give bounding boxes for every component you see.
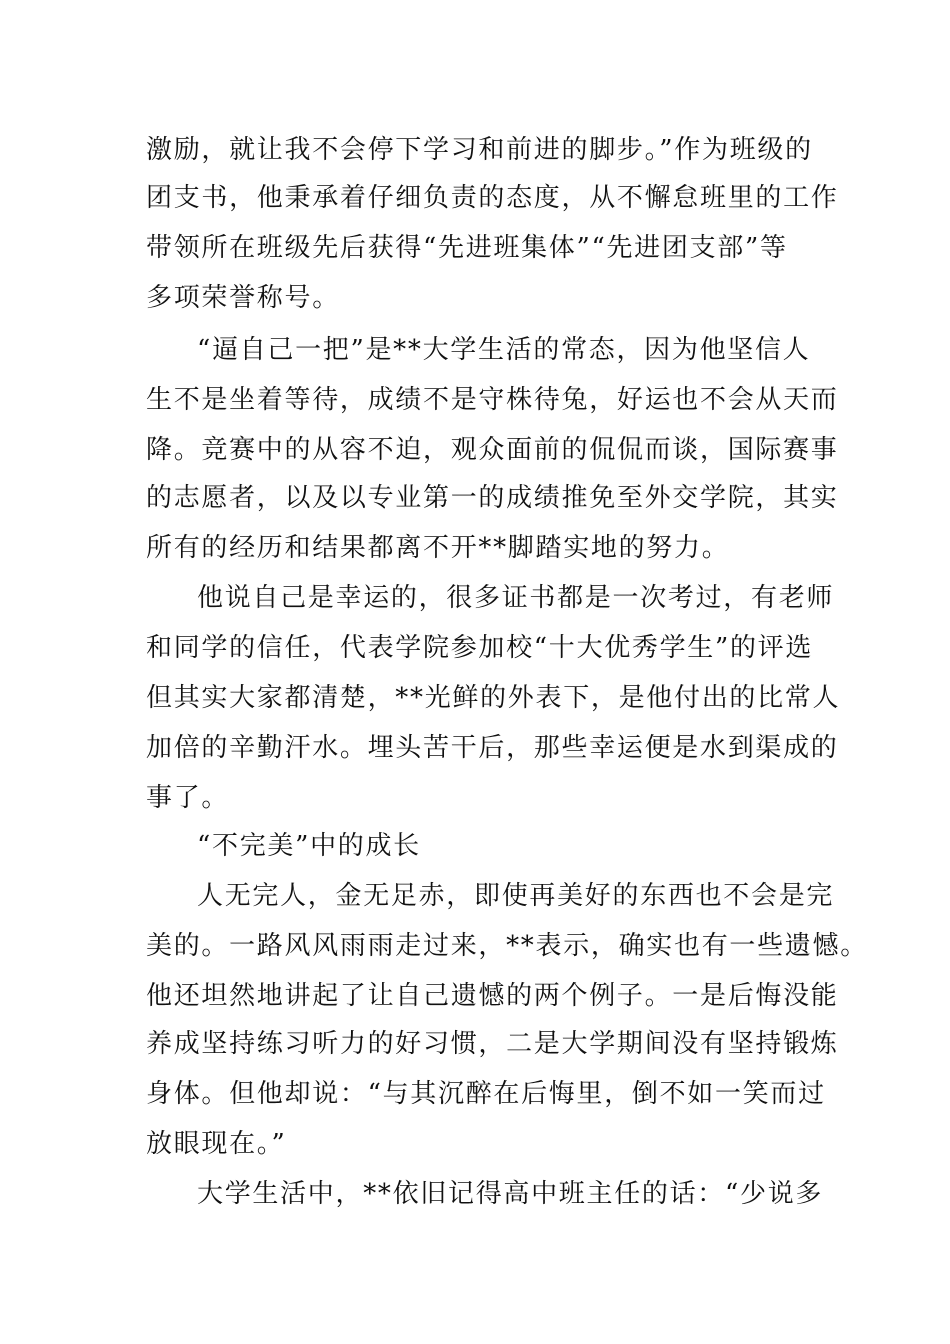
text-line: 带领所在班级先后获得“先进班集体”“先进团支部”等 bbox=[146, 233, 788, 263]
text-line: 事了。 bbox=[146, 783, 230, 813]
section-heading: “不完美”中的成长 bbox=[197, 831, 421, 861]
paragraph-start-line: 人无完人，金无足赤，即使再美好的东西也不会是完 bbox=[197, 881, 835, 911]
text-line: 放眼现在。” bbox=[146, 1129, 287, 1159]
paragraph-start-line: 大学生活中，**依旧记得高中班主任的话：“少说多 bbox=[197, 1179, 824, 1209]
text-line: 生不是坐着等待，成绩不是守株待兔，好运也不会从天而 bbox=[146, 385, 839, 415]
paragraph-start-line: 他说自己是幸运的，很多证书都是一次考过，有老师 bbox=[197, 583, 835, 613]
text-line: 和同学的信任，代表学院参加校“十大优秀学生”的评选 bbox=[146, 633, 814, 663]
text-line: 加倍的辛勤汗水。埋头苦干后，那些幸运便是水到渠成的 bbox=[146, 733, 839, 763]
text-line: 但其实大家都清楚，**光鲜的外表下，是他付出的比常人 bbox=[146, 683, 841, 713]
text-line: 美的。一路风风雨雨走过来，**表示，确实也有一些遗憾。 bbox=[146, 931, 868, 961]
text-line: 身体。但他却说：“与其沉醉在后悔里，倒不如一笑而过 bbox=[146, 1079, 826, 1109]
text-line: 养成坚持练习听力的好习惯，二是大学期间没有坚持锻炼 bbox=[146, 1029, 839, 1059]
paragraph-start-line: “逼自己一把”是**大学生活的常态，因为他坚信人 bbox=[197, 335, 811, 365]
text-line: 的志愿者，以及以专业第一的成绩推免至外交学院，其实 bbox=[146, 483, 839, 513]
text-line: 他还坦然地讲起了让自己遗憾的两个例子。一是后悔没能 bbox=[146, 981, 839, 1011]
text-line: 团支书，他秉承着仔细负责的态度，从不懈怠班里的工作 bbox=[146, 183, 839, 213]
text-line: 激励，就让我不会停下学习和前进的脚步。”作为班级的 bbox=[146, 135, 813, 165]
text-line: 多项荣誉称号。 bbox=[146, 283, 340, 313]
text-line: 降。竞赛中的从容不迫，观众面前的侃侃而谈，国际赛事 bbox=[146, 435, 839, 465]
text-line: 所有的经历和结果都离不开**脚踏实地的努力。 bbox=[146, 533, 730, 563]
